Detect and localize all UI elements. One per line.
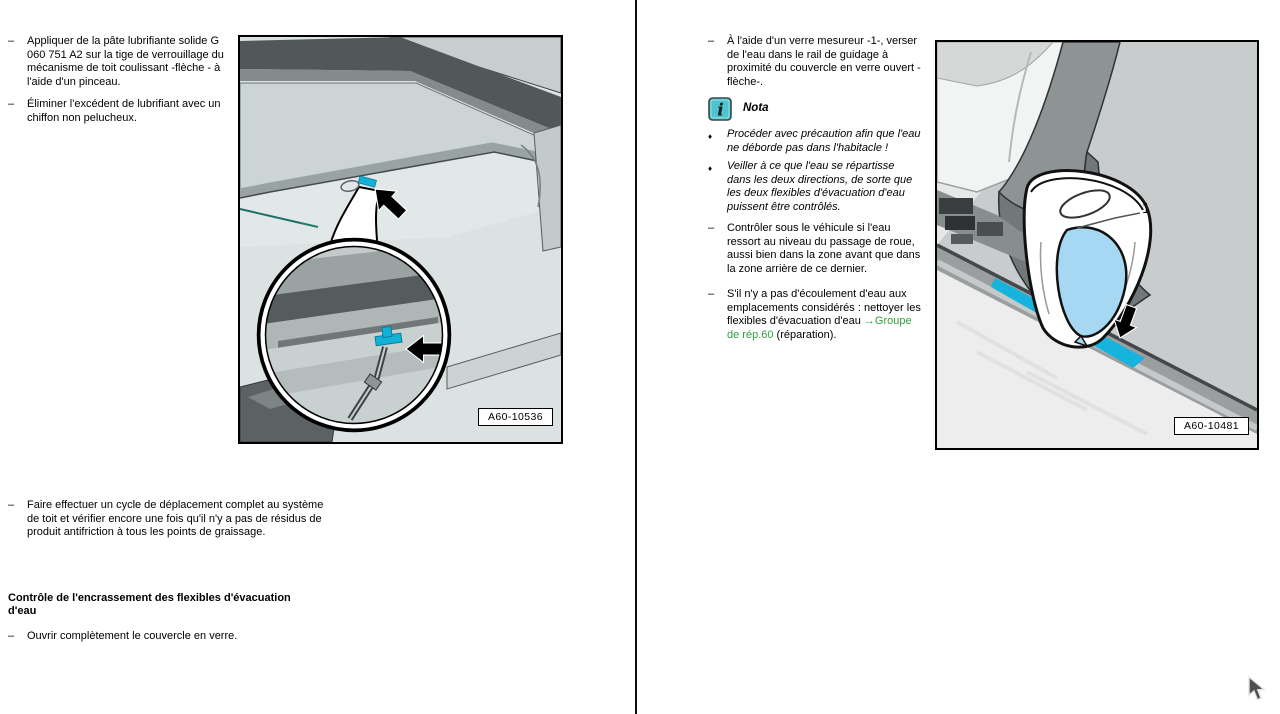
step-text-after: (réparation). bbox=[773, 328, 837, 341]
cursor-arrow-icon bbox=[1247, 676, 1267, 702]
svg-text:i: i bbox=[717, 100, 724, 121]
step-text-before: S'il n'y a pas d'écoulement d'eau aux emplacements considérés : nettoyer les flexibles d'évacuation d'eau bbox=[727, 288, 921, 327]
dash-marker: – bbox=[8, 499, 15, 511]
left-steps-lubricate bbox=[8, 35, 240, 125]
callout-1-label: 1 bbox=[1142, 200, 1151, 217]
dash-marker: – bbox=[708, 222, 715, 234]
nota-text: Procéder avec précaution afin que l'eau ne déborde pas dans l'habitacle ! bbox=[727, 128, 921, 154]
diamond-marker: ♦ bbox=[708, 132, 713, 141]
sunroof-illustration bbox=[240, 37, 561, 442]
step-pour-water bbox=[708, 35, 921, 89]
left-step-open bbox=[8, 630, 326, 644]
step-apply-paste bbox=[8, 35, 240, 89]
step-text bbox=[727, 288, 921, 342]
info-icon bbox=[708, 97, 732, 121]
step-text: Ouvrir complètement le couvercle en verre. bbox=[27, 630, 238, 642]
dash-marker: – bbox=[8, 35, 15, 47]
step-cycle-roof bbox=[8, 499, 326, 540]
column-divider bbox=[635, 0, 637, 714]
nota-block bbox=[708, 97, 921, 121]
figure-sunroof-lock-rod bbox=[238, 35, 563, 444]
nota-text: Veiller à ce que l'eau se répartisse dans les deux directions, de sorte que les deux flexibles d'évacuation d'eau puissent être contrôlés. bbox=[727, 160, 913, 213]
nota-title: Nota bbox=[743, 102, 769, 115]
right-column bbox=[708, 35, 921, 342]
dash-marker: – bbox=[8, 98, 15, 110]
step-clean-hoses bbox=[708, 288, 921, 342]
step-open-cover bbox=[8, 630, 326, 644]
step-check-drain bbox=[708, 222, 921, 276]
nota-item-spread bbox=[708, 160, 921, 214]
left-step-cycle bbox=[8, 499, 326, 540]
mouse-cursor bbox=[1247, 676, 1267, 707]
water-pour-illustration bbox=[937, 42, 1257, 448]
dash-marker: – bbox=[708, 35, 715, 47]
nota-item-caution bbox=[708, 128, 921, 155]
step-wipe-excess bbox=[8, 98, 240, 125]
figure-id-badge: A60-10481 bbox=[1174, 417, 1249, 435]
step-text: Appliquer de la pâte lubrifiante solide G 060 751 A2 sur la tige de verrouillage du mécanisme de toit coulissant -flèche - à l'aide d'un pinceau. bbox=[27, 35, 224, 88]
dash-marker: – bbox=[8, 630, 15, 642]
diamond-marker: ♦ bbox=[708, 164, 713, 173]
step-text: Éliminer l'excédent de lubrifiant avec un chiffon non pelucheux. bbox=[27, 98, 221, 124]
step-text: Faire effectuer un cycle de déplacement complet au système de toit et vérifier encore une fois qu'il n'y a pas de résidus de produit antifriction à tous les points de graissage. bbox=[27, 499, 324, 538]
figure-water-pour bbox=[935, 40, 1259, 450]
dash-marker: – bbox=[708, 288, 715, 300]
figure-id-badge: A60-10536 bbox=[478, 408, 553, 426]
repair-group-link[interactable]: →Groupe de rép.60 bbox=[727, 315, 912, 341]
section-heading: Contrôle de l'encrassement des flexibles d'évacuation d'eau bbox=[8, 592, 291, 617]
step-text: À l'aide d'un verre mesureur -1-, verser de l'eau dans le rail de guidage à proximité du couvercle en verre ouvert -flèche-. bbox=[727, 35, 921, 88]
step-text: Contrôler sous le véhicule si l'eau ressort au niveau du passage de roue, aussi bien dans la zone avant que dans la zone arrière de ce dernier. bbox=[727, 222, 921, 275]
